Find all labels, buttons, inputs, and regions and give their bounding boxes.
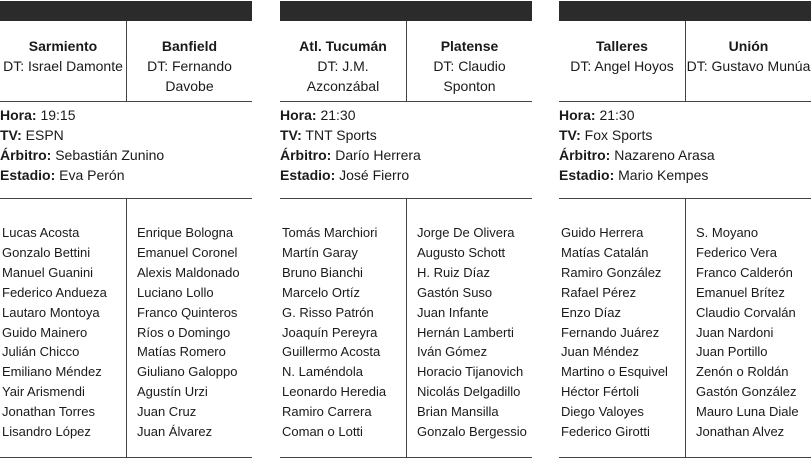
hora-label: Hora: [559, 107, 596, 123]
player-name: Franco Quinteros [137, 304, 238, 320]
hora-row [0, 105, 252, 125]
player-name: Federico Girotti [561, 424, 650, 440]
lineups [280, 199, 532, 457]
home-team-name: Sarmiento [28, 38, 98, 54]
player-name: Rafael Pérez [561, 284, 637, 300]
player-name: Gonzalo Bettini [2, 244, 91, 260]
player-name: Héctor Fértoli [561, 384, 640, 400]
match-info [559, 105, 811, 185]
tv-value: ESPN [25, 127, 64, 143]
away-team [686, 21, 811, 101]
lineups [559, 199, 811, 457]
home-team [559, 21, 685, 101]
arbitro-label: Árbitro: [0, 147, 52, 163]
tv-row [280, 125, 532, 145]
player-name: Julián Chicco [2, 344, 80, 360]
player-name: Claudio Corvalán [696, 304, 796, 320]
hora-row [280, 105, 532, 125]
player-name: Juan Cruz [137, 404, 197, 420]
player-name: Horacio Tijanovich [417, 364, 524, 380]
estadio-value: Eva Perón [59, 167, 125, 183]
home-lineup [2, 223, 107, 442]
player-name: Lucas Acosta [2, 225, 80, 240]
player-name: Lautaro Montoya [2, 304, 100, 320]
player-name: Gastón Suso [417, 284, 493, 300]
player-name: Fernando Juárez [561, 324, 660, 340]
header-bar [280, 1, 532, 21]
lineups [0, 199, 252, 457]
player-name: Coman o Lotti [282, 424, 363, 440]
home-lineup [282, 223, 386, 442]
player-name: Gonzalo Bergessio [417, 424, 527, 440]
player-name: Emanuel Brítez [696, 284, 785, 300]
player-name: Manuel Guanini [2, 264, 94, 280]
player-name: Juan Méndez [561, 344, 640, 360]
estadio-value: Mario Kempes [618, 167, 709, 183]
player-name: Federico Vera [696, 244, 777, 260]
arbitro-row [280, 145, 532, 165]
player-name: Lisandro López [2, 424, 91, 440]
player-name: Juan Nardoni [696, 324, 774, 340]
estadio-label: Estadio: [559, 167, 615, 183]
hora-value: 21:30 [320, 107, 356, 123]
player-name: Alexis Maldonado [137, 264, 240, 280]
estadio-row [559, 165, 811, 185]
player-name: Martino o Esquivel [561, 364, 668, 380]
divider [126, 21, 127, 101]
match-info [280, 105, 532, 185]
arbitro-value: Nazareno Arasa [614, 147, 715, 163]
player-name: Guido Herrera [561, 225, 644, 240]
tv-row [0, 125, 252, 145]
away-team-coach: DT: Claudio Sponton [433, 58, 506, 94]
home-team-coach: DT: Angel Hoyos [570, 58, 674, 74]
hora-label: Hora: [280, 107, 317, 123]
away-team-name: Banfield [161, 38, 218, 54]
player-name: Jonathan Alvez [696, 424, 785, 440]
arbitro-label: Árbitro: [559, 147, 611, 163]
tv-label: TV: [280, 127, 302, 143]
player-name: Franco Calderón [696, 264, 793, 280]
player-name: Federico Andueza [2, 284, 107, 300]
player-name: Juan Portillo [696, 344, 768, 360]
match-column [0, 0, 252, 458]
away-lineup [137, 223, 240, 442]
player-name: Gastón González [696, 384, 797, 400]
match-column [559, 0, 811, 458]
hora-label: Hora: [0, 107, 37, 123]
away-team [127, 21, 252, 101]
divider [406, 21, 407, 101]
divider [685, 21, 686, 101]
away-lineup [417, 223, 527, 442]
tv-label: TV: [0, 127, 22, 143]
header-bar [559, 1, 811, 21]
player-name: S. Moyano [696, 225, 759, 240]
estadio-label: Estadio: [280, 167, 336, 183]
arbitro-label: Árbitro: [280, 147, 332, 163]
home-team-coach: DT: Israel Damonte [3, 58, 123, 74]
player-name: Zenón o Roldán [696, 364, 789, 380]
player-name: Diego Valoyes [561, 404, 644, 420]
away-team-name: Unión [728, 38, 769, 54]
player-name: Guido Mainero [2, 324, 88, 340]
player-name: Juan Infante [417, 304, 489, 320]
arbitro-value: Darío Herrera [335, 147, 421, 163]
match-column [280, 0, 532, 458]
estadio-label: Estadio: [0, 167, 56, 183]
player-name: Jonathan Torres [2, 404, 95, 420]
player-name: Agustín Urzi [137, 384, 208, 400]
home-team [280, 21, 406, 101]
hora-row [559, 105, 811, 125]
away-team-name: Platense [440, 38, 499, 54]
match-info [0, 105, 252, 185]
player-name: Emiliano Méndez [2, 364, 102, 380]
player-name: Nicolás Delgadillo [417, 384, 521, 400]
player-name: Joaquín Pereyra [282, 324, 378, 340]
arbitro-value: Sebastián Zunino [55, 147, 165, 163]
hora-value: 21:30 [599, 107, 635, 123]
home-team-name: Talleres [596, 38, 648, 54]
tv-value: Fox Sports [584, 127, 653, 143]
hora-value: 19:15 [40, 107, 76, 123]
player-name: Matías Catalán [561, 244, 649, 260]
player-name: Brian Mansilla [417, 404, 499, 420]
player-name: Leonardo Heredia [282, 384, 387, 400]
tv-label: TV: [559, 127, 581, 143]
player-name: Matías Romero [137, 344, 226, 360]
player-name: Hernán Lamberti [417, 324, 514, 340]
player-name: Martín Garay [282, 244, 358, 260]
player-name: Giuliano Galoppo [137, 364, 238, 380]
home-team-name: Atl. Tucumán [299, 38, 387, 54]
player-name: Augusto Schott [417, 244, 506, 260]
away-team-coach: DT: Gustavo Munúa [686, 58, 811, 74]
arbitro-row [0, 145, 252, 165]
player-name: G. Risso Patrón [282, 304, 374, 320]
player-name: Ramiro Carrera [282, 404, 372, 420]
estadio-value: José Fierro [339, 167, 410, 183]
player-name: Ríos o Domingo [137, 324, 231, 340]
player-name: Marcelo Ortíz [282, 284, 361, 300]
tv-value: TNT Sports [305, 127, 377, 143]
player-name: Yair Arismendi [2, 384, 85, 400]
home-team-coach: DT: J.M. Azconzábal [306, 58, 380, 94]
player-name: Emanuel Coronel [137, 244, 238, 260]
player-name: Enrique Bologna [137, 225, 234, 240]
estadio-row [0, 165, 252, 185]
estadio-row [280, 165, 532, 185]
player-name: H. Ruiz Díaz [417, 264, 490, 280]
player-name: Guillermo Acosta [282, 344, 381, 360]
player-name: Jorge De Olivera [417, 225, 515, 240]
player-name: Mauro Luna Diale [696, 404, 799, 420]
away-team [407, 21, 532, 101]
player-name: Enzo Díaz [561, 304, 621, 320]
player-name: Iván Gómez [417, 344, 488, 360]
home-lineup [561, 223, 668, 442]
player-name: Ramiro González [561, 264, 662, 280]
tv-row [559, 125, 811, 145]
player-name: N. Laméndola [282, 364, 363, 380]
player-name: Luciano Lollo [137, 284, 214, 300]
arbitro-row [559, 145, 811, 165]
player-name: Juan Álvarez [137, 424, 213, 440]
player-name: Bruno Bianchi [282, 264, 363, 280]
player-name: Tomás Marchiori [282, 225, 378, 240]
home-team [0, 21, 126, 101]
away-team-coach: DT: Fernando Davobe [147, 58, 232, 94]
away-lineup [696, 223, 799, 442]
header-bar [0, 1, 252, 21]
